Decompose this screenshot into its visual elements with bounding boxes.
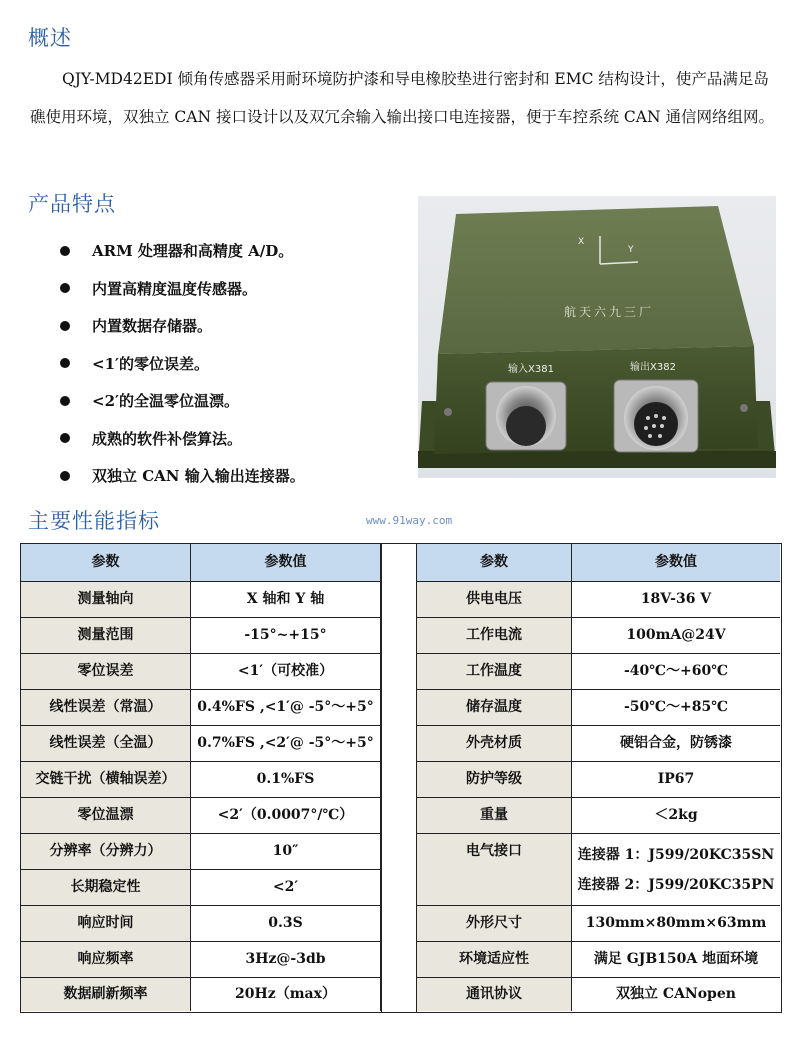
value-cell (572, 834, 780, 906)
value-cell: -40℃～+60℃ (572, 654, 780, 690)
param-cell: 外形尺寸 (417, 906, 572, 942)
axis-y-mark: Y (628, 245, 634, 255)
table-row (417, 582, 780, 618)
feature-text: 成熟的软件补偿算法。 (92, 429, 243, 448)
connector-2-text: 连接器 2：J599/20KC35PN (577, 876, 775, 893)
feature-text: <2′的全温零位温漂。 (92, 392, 239, 411)
feature-text: <1′的零位误差。 (92, 354, 209, 373)
param-cell: 电气接口 (417, 834, 572, 906)
feature-item (60, 420, 390, 458)
bullet-icon (60, 321, 70, 331)
value-cell: 0.4%FS ,<1′@ -5°～+5° (191, 690, 381, 726)
table-row (21, 618, 381, 654)
table-row (417, 618, 780, 654)
param-cell: 响应频率 (21, 942, 191, 978)
value-cell: 3Hz@-3db (191, 942, 381, 978)
maker-label: 航天六九三厂 (564, 305, 655, 319)
header-param: 参数 (21, 544, 191, 582)
bullet-icon (60, 358, 70, 368)
value-cell: 18V-36 V (572, 582, 780, 618)
table-row (21, 906, 381, 942)
param-cell: 零位温漂 (21, 798, 191, 834)
bullet-icon (60, 433, 70, 443)
value-cell: 0.7%FS ,<2′@ -5°～+5° (191, 726, 381, 762)
param-cell: 环境适应性 (417, 942, 572, 978)
value-cell: ＜2kg (572, 798, 780, 834)
feature-item (60, 232, 390, 270)
param-cell: 外壳材质 (417, 726, 572, 762)
table-row (417, 978, 780, 1011)
table-row (417, 942, 780, 978)
table-row (417, 726, 780, 762)
overview-paragraph: QJY-MD42EDI 倾角传感器采用耐环境防护漆和导电橡胶垫进行密封和 EMC 结构设计，使产品满足岛礁使用环境，双独立 CAN 接口设计以及双冗余输入输出接口电连接器，便于车控系统 CAN 通信网络组网。 (30, 70, 774, 126)
table-row (417, 798, 780, 834)
param-cell: 数据刷新频率 (21, 978, 191, 1011)
value-cell: 20Hz（max） (191, 978, 381, 1011)
table-row-electrical (417, 834, 780, 906)
param-cell: 重量 (417, 798, 572, 834)
connector-1-text: 连接器 1：J599/20KC35SN (577, 846, 775, 863)
param-cell: 工作温度 (417, 654, 572, 690)
table-row (417, 762, 780, 798)
value-cell: -15°~+15° (191, 618, 381, 654)
overview-heading: 概述 (28, 26, 72, 50)
feature-item (60, 307, 390, 345)
table-row (21, 942, 381, 978)
value-cell: -50℃～+85℃ (572, 690, 780, 726)
table-row (21, 654, 381, 690)
feature-item (60, 345, 390, 383)
value-cell: 10″ (191, 834, 381, 870)
param-cell: 交链干扰（横轴误差） (21, 762, 191, 798)
table-row (417, 690, 780, 726)
param-cell: 分辨率（分辨力） (21, 834, 191, 870)
param-cell: 工作电流 (417, 618, 572, 654)
table-row (21, 690, 381, 726)
port-out-label: 输出X382 (630, 362, 676, 373)
value-cell: 硬铝合金，防锈漆 (572, 726, 780, 762)
table-row (21, 834, 381, 870)
bullet-icon (60, 396, 70, 406)
watermark: www.91way.com (366, 514, 453, 527)
specs-heading: 主要性能指标 (28, 509, 160, 533)
table-row (417, 906, 780, 942)
value-cell: 130mm×80mm×63mm (572, 906, 780, 942)
value-cell: IP67 (572, 762, 780, 798)
param-cell: 零位误差 (21, 654, 191, 690)
table-row (21, 870, 381, 906)
housing-front (434, 346, 758, 454)
features-list (60, 232, 390, 495)
feature-text: 内置数据存储器。 (92, 317, 213, 336)
table-header-row (21, 544, 381, 582)
feature-item (60, 457, 390, 495)
param-cell: 测量范围 (21, 618, 191, 654)
value-cell: <2′ (191, 870, 381, 906)
param-cell: 供电电压 (417, 582, 572, 618)
feature-text: 双独立 CAN 输入输出连接器。 (92, 467, 305, 486)
feature-item (60, 382, 390, 420)
param-cell: 防护等级 (417, 762, 572, 798)
param-cell: 线性误差（常温） (21, 690, 191, 726)
value-cell: <1′（可校准） (191, 654, 381, 690)
sensor-illustration (418, 196, 776, 478)
table-row (21, 978, 381, 1011)
param-cell: 长期稳定性 (21, 870, 191, 906)
table-row (21, 798, 381, 834)
param-cell: 测量轴向 (21, 582, 191, 618)
value-cell: 100mA@24V (572, 618, 780, 654)
param-cell: 储存温度 (417, 690, 572, 726)
value-cell: 双独立 CANopen (616, 986, 736, 1002)
features-heading: 产品特点 (28, 192, 116, 216)
header-param: 参数 (417, 544, 572, 582)
param-cell: 通讯协议 (417, 978, 572, 1011)
header-value: 参数值 (572, 544, 780, 582)
table-header-row (417, 544, 780, 582)
value-cell: 0.3S (191, 906, 381, 942)
bullet-icon (60, 246, 70, 256)
header-value: 参数值 (191, 544, 381, 582)
housing-top (438, 206, 754, 354)
feature-text: 内置高精度温度传感器。 (92, 279, 258, 298)
product-photo (418, 196, 776, 478)
spec-table (20, 543, 782, 1013)
feature-text: ARM 处理器和高精度 A/D。 (92, 242, 294, 261)
param-cell: 响应时间 (21, 906, 191, 942)
value-cell: X 轴和 Y 轴 (191, 582, 381, 618)
value-cell: 满足 GJB150A 地面环境 (572, 942, 780, 978)
value-cell: 0.1%FS (191, 762, 381, 798)
feature-item (60, 270, 390, 308)
port-in-label: 输入X381 (508, 364, 554, 375)
table-row (21, 582, 381, 618)
param-cell: 线性误差（全温） (21, 726, 191, 762)
table-row (417, 654, 780, 690)
table-gap (381, 544, 417, 1012)
value-cell: <2′（0.0007°/℃） (191, 798, 381, 834)
axis-x-mark: X (578, 237, 585, 247)
bullet-icon (60, 283, 70, 293)
table-row (21, 726, 381, 762)
table-row (21, 762, 381, 798)
bullet-icon (60, 471, 70, 481)
